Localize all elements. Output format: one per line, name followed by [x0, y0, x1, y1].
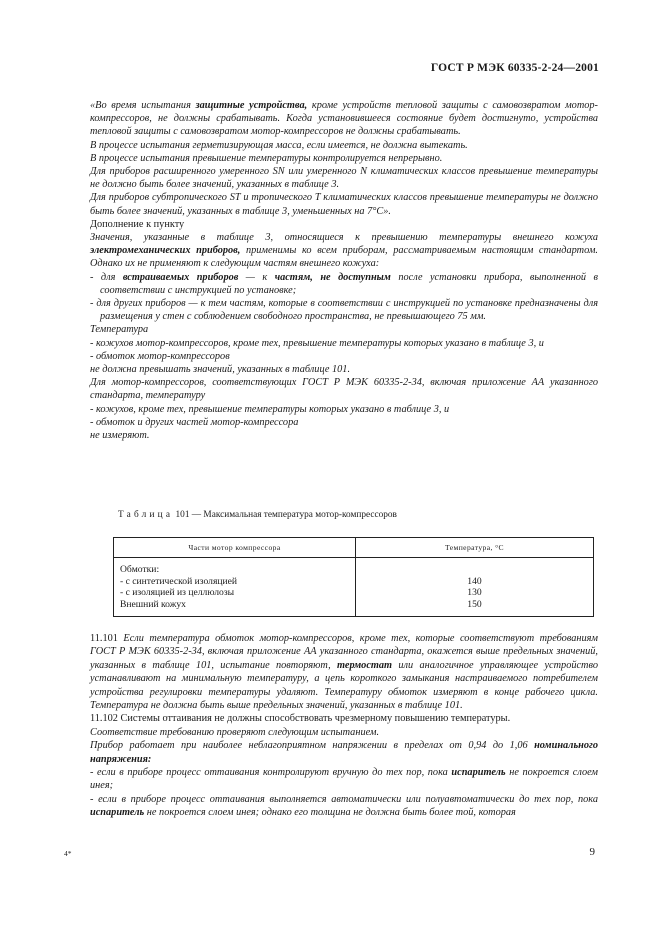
addition-bullet-1: [90, 271, 598, 297]
section-11-101: [90, 632, 598, 712]
text-run: не покроется слоем инея; однако его толщина не должна быть более той, которая: [144, 807, 516, 819]
section-11-102: [90, 712, 598, 725]
table-row: [114, 558, 594, 617]
addition-paragraph-1: [90, 231, 598, 271]
table-cell-text: - с изоляцией из целлюлозы: [120, 587, 235, 599]
text-run: Если температура обмоток мотор-компрессоров, кроме тех, которые соответствуют требованиям ГОСТ Р МЭК 60335-2-34, включая приложение АА указанного стандарта, окажется выше предельных значений, указанных в таблице 101, испытание повторяют,: [90, 633, 598, 671]
table-cell-parts: [114, 558, 356, 617]
table-caption-text: 101 — Максимальная температура мотор-компрессоров: [175, 510, 397, 520]
main-text: [90, 99, 598, 442]
text-run: кроме устройств тепловой защиты с самовозвратом мотор-компрессоров, не должны срабатывать. Когда установившееся состояние будет достигнуто, устройства тепловой защиты с самовозвратом мотор-компрессоров не должны срабатывать.: [90, 100, 598, 138]
section-11-102-compliance: Соответствие требованию проверяют следующим испытанием.: [90, 726, 380, 738]
addition-heading: Дополнение к пункту: [90, 218, 185, 230]
term-built-in: встраиваемых приборов: [122, 271, 239, 283]
term-evaporator: испаритель: [451, 767, 506, 779]
text-run: Системы оттаивания не должны способствовать чрезмерному повышению температуры.: [117, 713, 511, 725]
table-cell-text: - с синтетической изоляцией: [120, 575, 238, 587]
term-evaporator: испаритель: [90, 807, 145, 819]
table-caption-prefix: Таблица: [118, 510, 174, 520]
compressor-bullet-1: - кожухов, кроме тех, превышение температуры которых указано в таблице 3, и: [90, 403, 450, 415]
section-11-102-bullet-2: [90, 793, 598, 820]
term-protective-devices: защитные устройства,: [195, 100, 308, 111]
document-header: ГОСТ Р МЭК 60335-2-24—2001: [430, 62, 599, 74]
term-not-accessible: частям, не доступным: [274, 271, 391, 283]
table-cell-value: 140: [467, 575, 482, 587]
text-run: - для: [90, 271, 123, 283]
section-text: [90, 632, 598, 820]
temp-bullet-1: - кожухов мотор-компрессоров, кроме тех, превышение температуры которых указано в таблице 3, и: [90, 337, 544, 349]
quote-paragraph-4: Для приборов расширенного умеренного SN или умеренного N климатических классов превышение температуры не должно быть более значений, указанных в таблице 3.: [90, 166, 598, 191]
temperature-table: [113, 537, 594, 617]
table-cell-temps: [356, 558, 594, 617]
page-number: 9: [589, 846, 595, 858]
compressor-bullet-2: - обмоток и других частей мотор-компрессора: [90, 416, 299, 428]
quote-paragraph-5: Для приборов субтропического ST и тропического T климатических классов превышение температуры не должно быть более значений, указанных в таблице 3, уменьшенных на 7°С».: [90, 192, 598, 217]
table-cell-value: 150: [467, 598, 482, 610]
text-run: «Во время испытания: [90, 100, 196, 111]
quote-paragraph-1: [90, 99, 598, 139]
temp-conclusion: не должна превышать значений, указанных в таблице 101.: [90, 364, 351, 376]
text-run: после установки прибора, выполненной в соответствии с инструкцией по установке;: [100, 271, 599, 296]
text-run: или аналогичное управляющее устройство устанавливают на минимальную температуру, а цепь короткого замыкания настраиваемого потребителем устройства регулировки температуры удаляют. Температуру обмоток измеряют в конце рабочего цикла. Температура не должна быть выше предельных значений, указанных в таблице 101.: [90, 659, 598, 712]
section-11-102-bullet-1: [90, 766, 598, 793]
table-header-temperature: Температура, °С: [356, 538, 594, 558]
temperature-label: Температура: [90, 324, 149, 336]
table-caption: [118, 510, 397, 520]
text-run: Прибор работает при наиболее неблагоприятном напряжении в пределах от 0,94 до 1,06: [90, 740, 535, 752]
table-cell-value: 130: [467, 587, 482, 599]
text-run: не покроется слоем инея;: [90, 767, 598, 792]
compressor-conclusion: не измеряют.: [90, 430, 150, 442]
addition-bullet-2: - для других приборов — к тем частям, которые в соответствии с инструкцией по установке предназначены для размещения у стен с соблюдением свободного пространства, не превышающего 75 мм.: [90, 298, 598, 323]
section-11-102-test: [90, 739, 598, 766]
text-run: Значения, указанные в таблице 3, относящиеся к превышению температуры внешнего кожуха: [90, 232, 598, 244]
text-run: - если в приборе процесс оттаивания контролируют вручную до тех пор, пока: [90, 767, 452, 779]
text-run: — к: [238, 271, 275, 283]
table-cell-text: Обмотки:: [120, 564, 160, 575]
text-run: применимы ко всем приборам, рассматриваемым настоящим стандартом. Однако их не применяют к следующим частям внешнего кожуха:: [90, 245, 598, 270]
term-thermostat: термостат: [337, 659, 393, 671]
temp-bullet-2: - обмоток мотор-компрессоров: [90, 350, 230, 362]
table-cell-text: Внешний кожух: [120, 598, 186, 610]
addition-paragraph-2: Для мотор-компрессоров, соответствующих ГОСТ Р МЭК 60335-2-34, включая приложение АА указанного стандарта, температуру: [90, 377, 598, 402]
term-electromechanical: электромеханических приборов,: [90, 245, 241, 257]
section-number: 11.102: [90, 713, 118, 725]
quote-paragraph-3: В процессе испытания превышение температуры контролируется непрерывно.: [90, 152, 443, 164]
footer-signature-mark: 4*: [64, 849, 72, 858]
section-number: 11.101: [90, 633, 118, 644]
table-header-parts: Части мотор компрессора: [114, 538, 356, 558]
term-rated-voltage: номинального напряжения:: [90, 740, 598, 765]
text-run: - если в приборе процесс оттаивания выполняется автоматически или полуавтоматически до тех пор, пока: [90, 793, 598, 805]
quote-paragraph-2: В процессе испытания герметизирующая масса, если имеется, не должна вытекать.: [90, 139, 468, 151]
